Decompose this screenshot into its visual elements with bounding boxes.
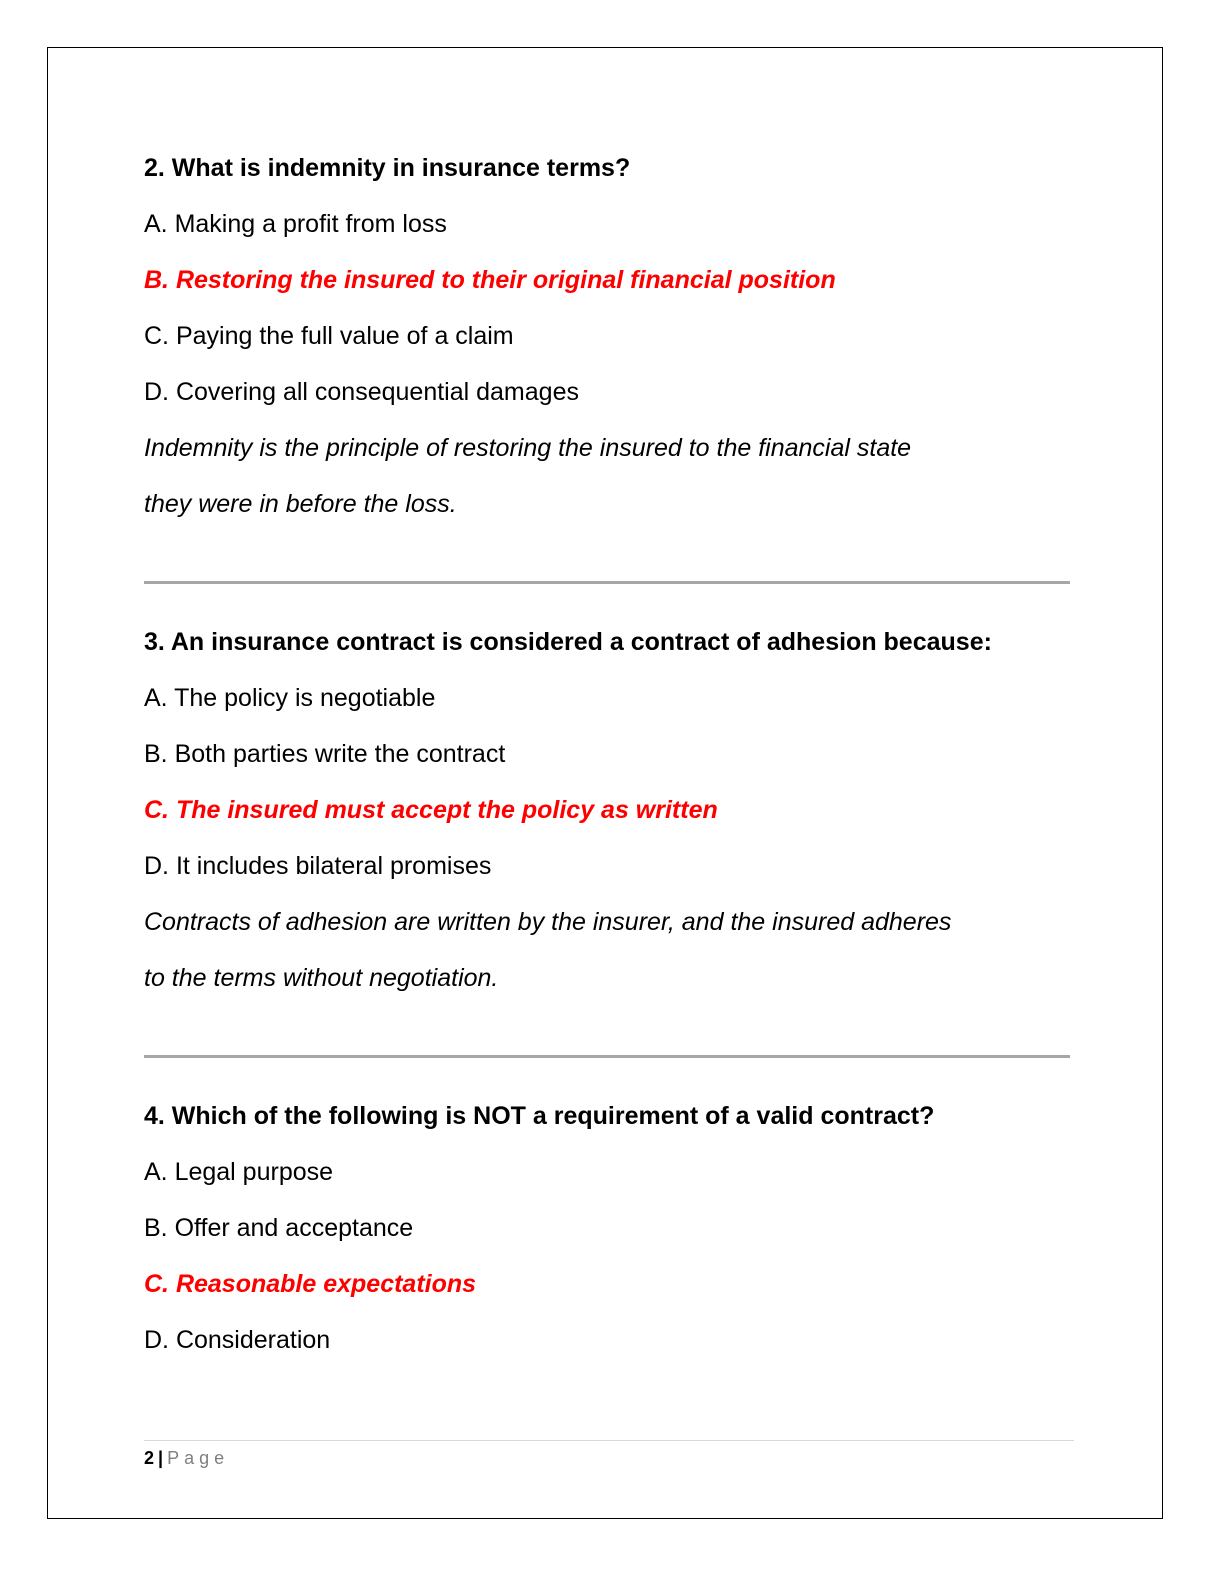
question-block-3: [144, 614, 1070, 1006]
page-footer: [144, 1446, 229, 1470]
section-divider: [144, 581, 1070, 584]
question-block-4: [144, 1088, 1070, 1368]
answer-option-d: D. Consideration: [144, 1326, 331, 1354]
answer-option-a: A. Making a profit from loss: [144, 210, 447, 238]
explanation-line: they were in before the loss.: [144, 490, 457, 518]
section-divider: [144, 1055, 1070, 1058]
answer-option-c-correct: C. Reasonable expectations: [144, 1270, 477, 1298]
page-content: [144, 140, 1070, 1368]
question-text: 4. Which of the following is NOT a requirement of a valid contract?: [144, 1102, 935, 1130]
answer-option-b: B. Offer and acceptance: [144, 1214, 414, 1242]
answer-option-a: A. Legal purpose: [144, 1158, 334, 1186]
page-label: Page: [167, 1448, 230, 1468]
page-number: 2: [144, 1448, 155, 1468]
answer-option-d: D. Covering all consequential damages: [144, 378, 579, 406]
answer-option-b: B. Both parties write the contract: [144, 740, 506, 768]
answer-option-c: C. Paying the full value of a claim: [144, 322, 514, 350]
answer-option-b-correct: B. Restoring the insured to their original financial position: [144, 266, 836, 294]
answer-option-d: D. It includes bilateral promises: [144, 852, 492, 880]
explanation-line: Contracts of adhesion are written by the insurer, and the insured adheres: [144, 908, 952, 936]
explanation-line: to the terms without negotiation.: [144, 964, 499, 992]
question-block-2: [144, 140, 1070, 532]
question-text: 3. An insurance contract is considered a contract of adhesion because:: [144, 628, 992, 656]
footer-separator: |: [158, 1448, 164, 1468]
explanation-line: Indemnity is the principle of restoring the insured to the financial state: [144, 434, 912, 462]
question-text: 2. What is indemnity in insurance terms?: [144, 154, 631, 182]
answer-option-c-correct: C. The insured must accept the policy as written: [144, 796, 718, 824]
answer-option-a: A. The policy is negotiable: [144, 684, 436, 712]
footer-rule: [144, 1440, 1074, 1441]
